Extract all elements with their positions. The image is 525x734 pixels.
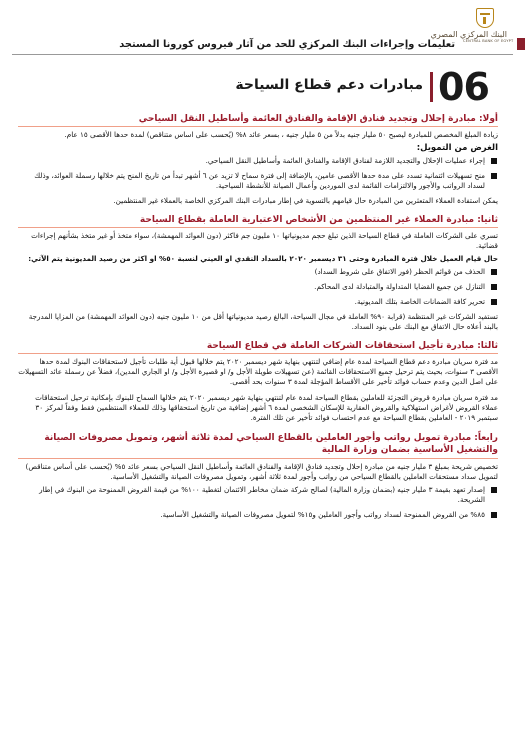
bullet-square-icon [491, 299, 497, 305]
logo-arabic-text: البنك المركزي المصري [430, 30, 507, 39]
section-first [18, 114, 498, 206]
section-heading: رابعاً: مبادرة تمويل رواتب وأجور العاملين بالقطاع السياحي لمدة ثلاثة أشهر، وتمويل مصروفات الصيانة والتشغيل الأساسية بضمان وزارة المالية [18, 432, 498, 459]
list-item-text: تحرير كافة الضمانات الخاصة بتلك المديونية. [354, 297, 485, 306]
section-paragraph: تخصيص شريحة بمبلغ ٣ مليار جنيه من مبادرة إحلال وتجديد فنادق الإقامة والفنادق العائمة وأساطيل النقل السياحي بسعر عائد ٥% (يُحسب على أساس متناقص) لتمويل سداد مستحقات العاملين بالقطاع السياحي من رواتب وأجور لمدة ثلاثة أشهر، وتمويل مصروفات الصيانة والتشغيل الأساسية. [25, 462, 498, 481]
bank-emblem-icon [476, 8, 494, 28]
logo-english-text: CENTRAL BANK OF EGYPT [463, 39, 514, 43]
section-title: مبادرات دعم قطاع السياحة [235, 77, 423, 93]
section-heading: أولا: مبادرة إحلال وتجديد فنادق الإقامة والفنادق العائمة وأساطيل النقل السياحي [18, 114, 498, 127]
list-item-text: إجراء عمليات الإحلال والتجديد اللازمة لفنادق الإقامة والفنادق العائمة وأساطيل النقل السياحي. [205, 156, 485, 165]
section-third [18, 341, 498, 423]
header-title: تعليمات وإجراءات البنك المركزي للحد من آثار فيروس كورونا المستجد [119, 39, 455, 50]
list-item [18, 297, 498, 307]
list-item-text: ٨٥% من القروض الممنوحة لسداد رواتب وأجور العاملين و١٥% لتمويل مصروفات الصيانة والتشغيل الأساسية. [160, 510, 485, 519]
central-bank-logo [430, 8, 514, 43]
section-subheading: الغرض من التمويل: [416, 143, 498, 153]
list-item-text: إصدار تعهد بقيمة ٣ مليار جنيه (بضمان وزارة المالية) لصالح شركة ضمان مخاطر الائتمان لتغطية ١٠٠% من قيمة القروض الممنوحة من البنوك في إطار الشريحة. [39, 485, 485, 504]
list-item-text: الحذف من قوائم الحظر (فور الاتفاق على شروط السداد) [314, 267, 485, 276]
section-paragraph: زيادة المبلغ المخصص للمبادرة ليصبح ٥٠ مليار جنيه بدلاً من ٥ مليار جنيه ، بسعر عائد ٨% (يُحسب على اساس متناقص) لمدة حدها الأقصى ١٥ عام. [64, 130, 498, 139]
list-item [18, 171, 498, 191]
bullet-square-icon [491, 284, 497, 290]
list-item-text: التنازل عن جميع القضايا المتداولة والمتبادلة لدى المحاكم. [314, 282, 485, 291]
bullet-square-icon [491, 487, 497, 493]
header-accent-bar [517, 38, 525, 50]
section-paragraph: تسري على الشركات العاملة في قطاع السياحة الذين تبلغ حجم مديونياتها ١٠ مليون جم فاكثر (دون العوائد المهمشة)، سواء متخذ أو غير متخذ بشأنهم إجراءات قضائية. [31, 231, 498, 250]
section-heading: ثالثا: مبادرة تأجيل استحقاقات الشركات العاملة في قطاع السياحة [18, 341, 498, 354]
section-note: يمكن استفادة العملاء المتعثرين من المبادرة حال قيامهم بالتسوية في إطار مبادرات البنك المركزي الخاصة بالعملاء غير المنتظمين. [113, 196, 498, 205]
section-heading: ثانيا: مبادرة العملاء غير المنتظمين من الأشخاص الاعتبارية العاملة بقطاع السياحة [18, 215, 498, 228]
page-header [0, 0, 525, 60]
bullet-square-icon [491, 173, 497, 179]
list-item [18, 282, 498, 292]
list-item [18, 267, 498, 277]
section-second [18, 215, 498, 332]
section-paragraph: حال قيام العميل خلال فترة المبادرة وحتى ٣١ ديسمبر ٢٠٢٠ بالسداد النقدي او العيني لنسبة ٥٠% او اكثر من رصيد المديونية يتم الآتي: [28, 254, 498, 263]
section-paragraph: مد فترة سريان مبادرة قروض التجزئة للعاملين بقطاع السياحة لمدة عام لتنتهي بنهاية شهر ديسمبر ٢٠٢٠ يتم خلالها السماح للبنوك بإمكانية ترحيل استحقاقات عملاء القروض لأغراض استهلاكية والقروض العقارية للإسكان الشخصي لمدة ٦ أشهر إضافية من تاريخ استحقاقها وذلك للعملاء المنتظمين فقط وفقاً لمركز ٣٠ سبتمبر ٢٠١٩ - العاملين بقطاع السياحة مع عدم احتساب فوائد تأخير عن تلك الفترة. [35, 393, 498, 422]
list-item [18, 156, 498, 166]
section-paragraph: مد فترة سريان مبادرة دعم قطاع السياحة لمدة عام إضافي لتنتهي بنهاية شهر ديسمبر ٢٠٢٠ يتم خلالها قبول أية طلبات تأجيل لاستحقاقات البنوك لمدة حدها الأقصى ٣ سنوات، بحيث يتم ترحيل جميع الاستحقاقات القائمة (عن تسهيلات طويلة الأجل و/ او قصيرة الأجل و/ او الجاري المدين)، فضلاً عن رسملة عائد التسهيلات على اصل الدين وعدم حساب فوائد تأخير على الأقساط المؤجلة لمدة ٣ سنوات بحد أقصى. [18, 357, 498, 386]
list-item [18, 485, 498, 505]
main-content [18, 114, 498, 525]
section-number: 06 [438, 65, 489, 109]
bullet-square-icon [491, 512, 497, 518]
bullet-square-icon [491, 269, 497, 275]
section-paragraph: تستفيد الشركات غير المنتظمة (قرابة ٩٠% العاملة في مجال السياحة، البالغ رصيد مديونياتها أقل من ١٠ مليون جنيه (دون العوائد المهمشة) من المزايا المدرجة بالبند أعلاه حال الاتفاق مع البنك على بنود السداد. [28, 312, 498, 331]
list-item-text: منح تسهيلات ائتمانية تسدد على مدة حدها الأقصى عامين، بالإضافة إلى فترة سماح لا تزيد عن ٦ أشهر تبدأ من تاريخ المنح يتم خلالها رسملة العوائد، وذلك لسداد الرواتب والأجور والالتزامات القائمة لدى الموردين وأعمال الصيانة للأنشطة السياحية. [34, 171, 485, 190]
banner-accent-bar [430, 72, 433, 102]
bullet-square-icon [491, 158, 497, 164]
header-divider [12, 54, 513, 55]
list-item [18, 510, 498, 520]
section-fourth [18, 432, 498, 520]
